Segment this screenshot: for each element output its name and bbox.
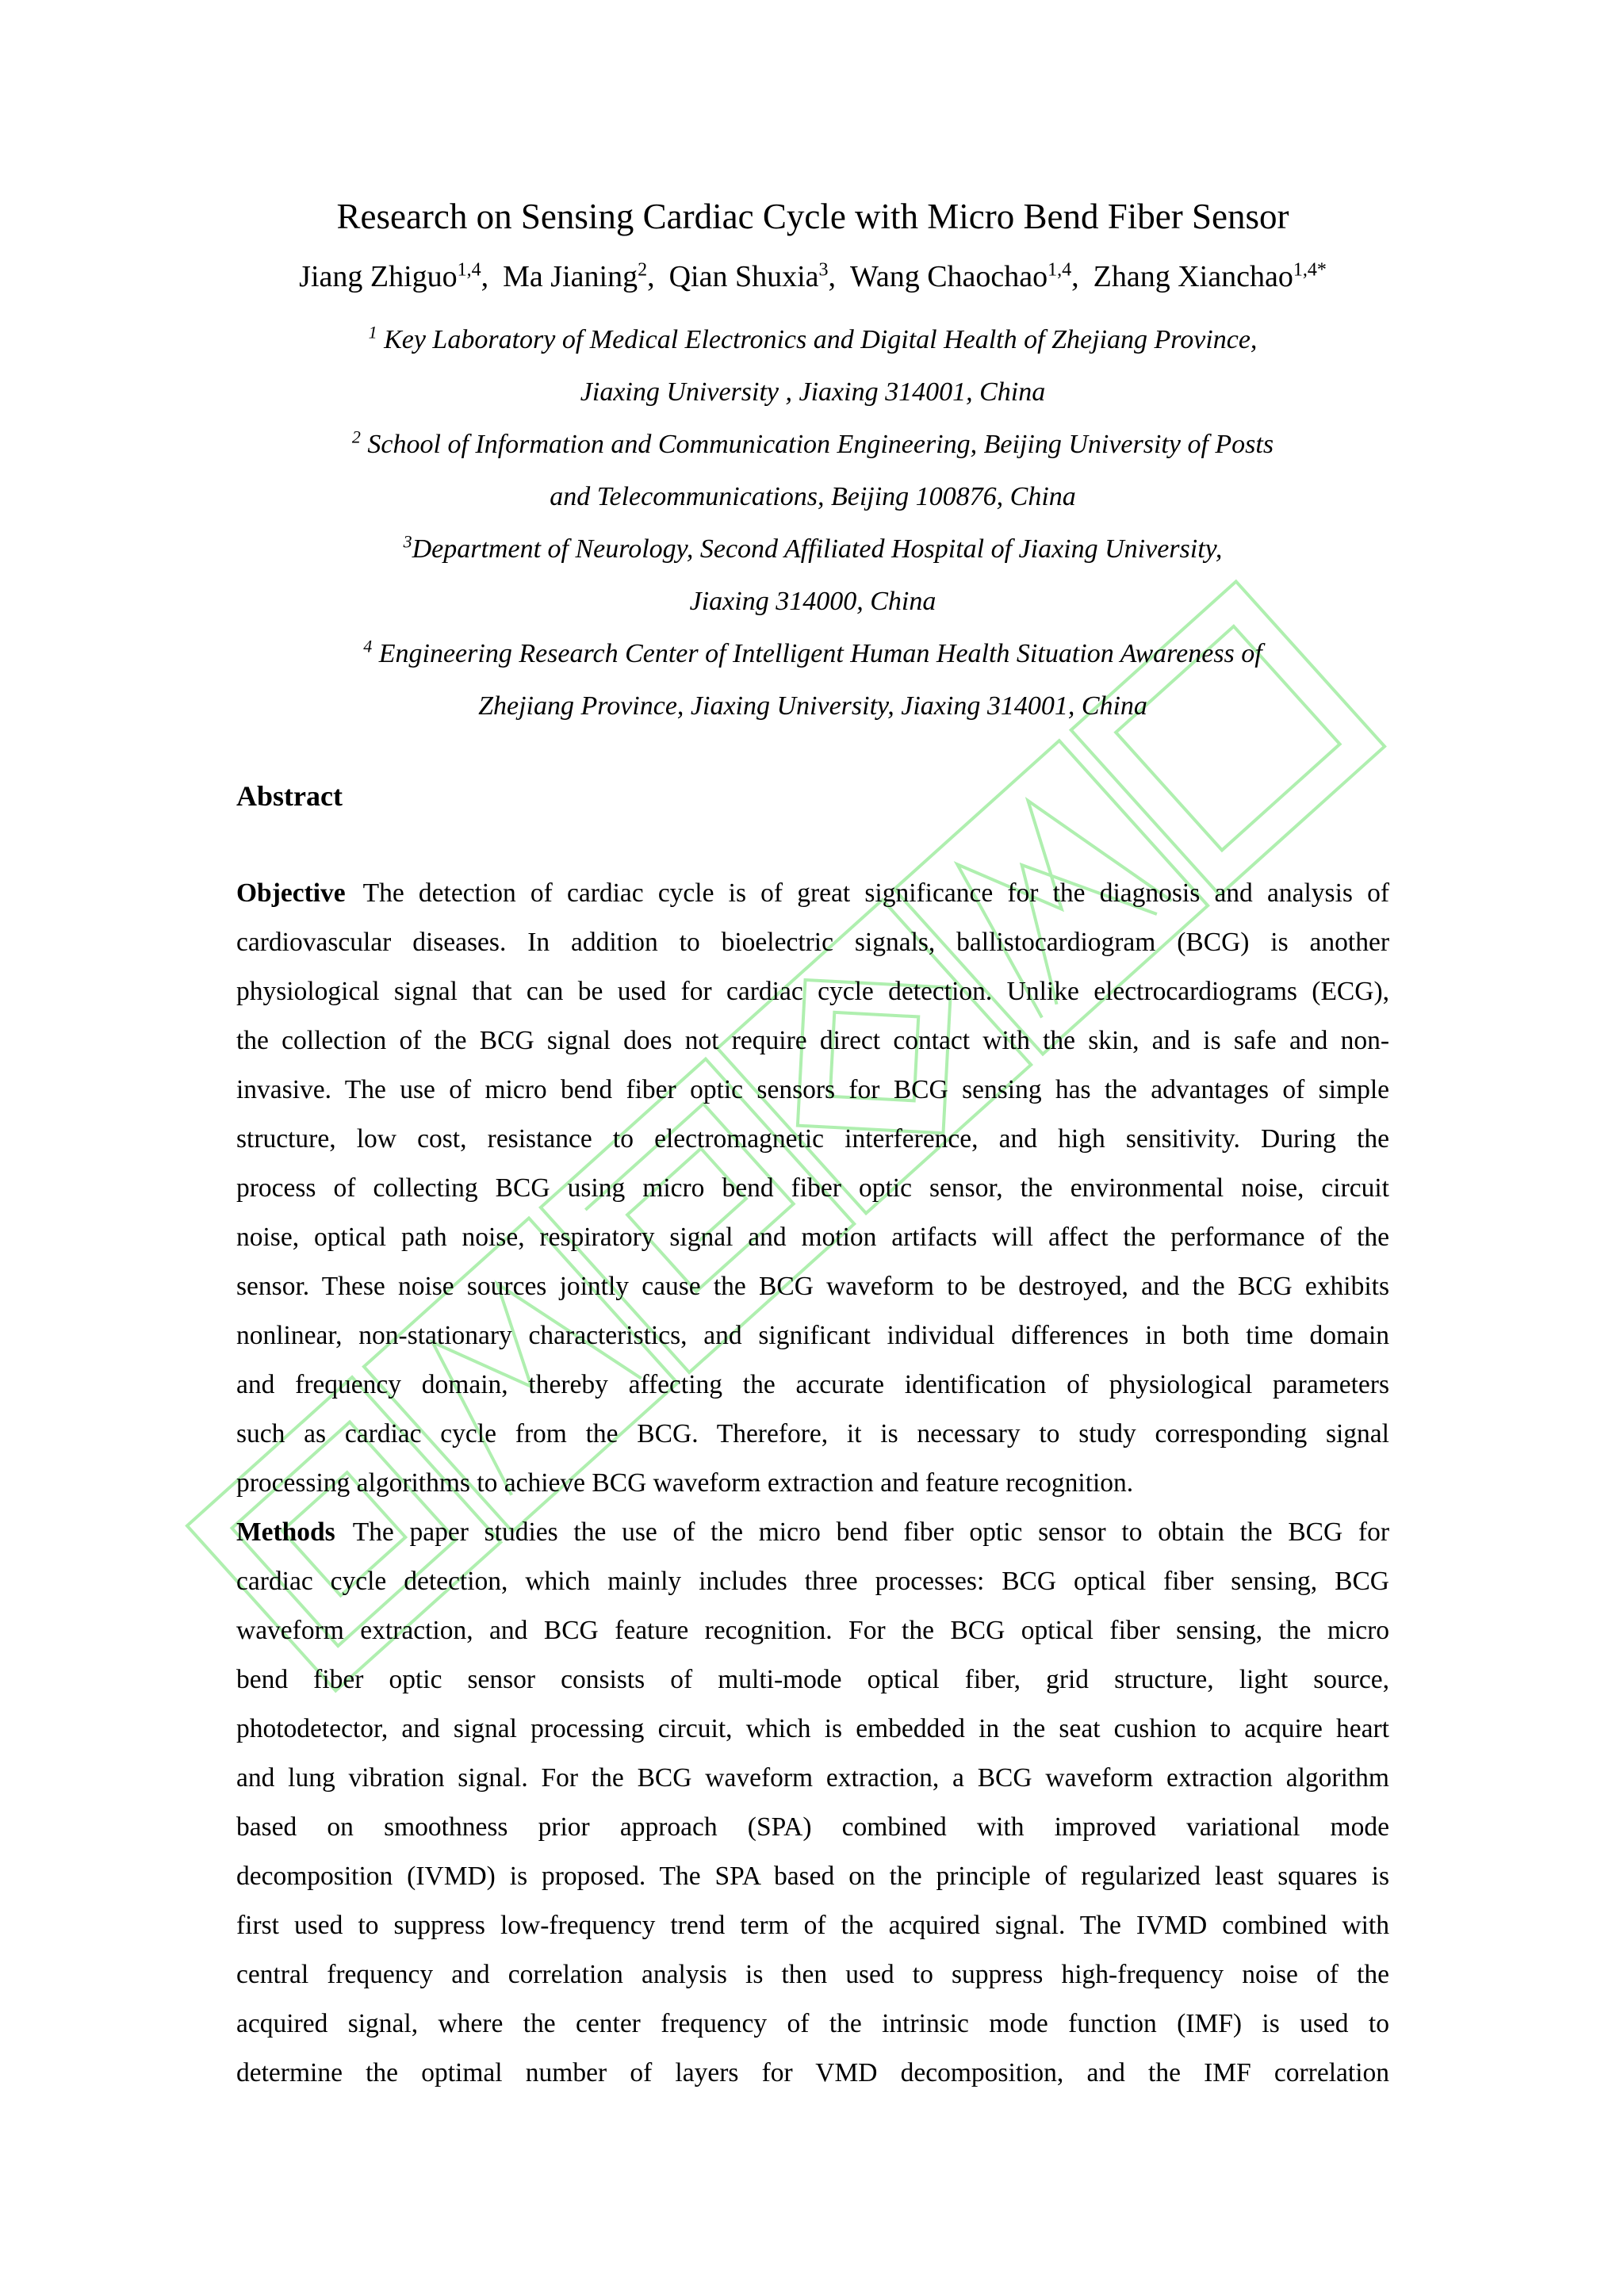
text-line: cardiac cycle detection, which mainly includes three processes: BCG optical fiber sensing, BCG — [236, 1567, 1389, 1596]
author-separator: , — [481, 260, 489, 293]
text-line: such as cardiac cycle from the BCG. Therefore, it is necessary to study corresponding signal — [236, 1419, 1389, 1448]
text-line: structure, low cost, resistance to electromagnetic interference, and high sensitivity. During the — [236, 1124, 1389, 1154]
text-line: based on smoothness prior approach (SPA) combined with improved variational mode — [236, 1812, 1389, 1842]
text-line: processing algorithms to achieve BCG waveform extraction and feature recognition. — [236, 1468, 1134, 1498]
affiliation-line — [236, 523, 1389, 576]
affiliation-line — [236, 680, 1389, 733]
text-line: sensor. These noise sources jointly cause the BCG waveform to be destroyed, and the BCG exhibits — [236, 1272, 1389, 1301]
text-line: process of collecting BCG using micro bend fiber optic sensor, the environmental noise, circuit — [236, 1173, 1389, 1203]
affiliation-number-superscript: 4 — [363, 636, 373, 656]
affiliation-line — [236, 366, 1389, 419]
paragraph-label: Objective — [236, 878, 346, 908]
affiliations — [236, 314, 1389, 733]
affiliation-text: Department of Neurology, Second Affiliated Hospital of Jiaxing University, — [412, 534, 1223, 564]
author-line — [236, 255, 1389, 298]
affiliation-text: Engineering Research Center of Intelligent Human Health Situation Awareness of — [372, 639, 1262, 668]
text-line: bend fiber optic sensor consists of multi-mode optical fiber, grid structure, light source, — [236, 1665, 1389, 1694]
text-line: invasive. The use of micro bend fiber optic sensors for BCG sensing has the advantages of simple — [236, 1075, 1389, 1104]
affiliation-text: School of Information and Communication Engineering, Beijing University of Posts — [360, 430, 1274, 459]
author-name: Wang Chaochao — [850, 260, 1048, 293]
affiliation-line — [236, 576, 1389, 628]
affiliation-text: Key Laboratory of Medical Electronics and Digital Health of Zhejiang Province, — [377, 325, 1258, 354]
affiliation-line — [236, 471, 1389, 523]
author-affiliation-superscript: 1,4 — [457, 259, 481, 281]
affiliation-line — [236, 628, 1389, 680]
author-name: Zhang Xianchao — [1093, 260, 1293, 293]
text-line: physiological signal that can be used for cardiac cycle detection. Unlike electrocardiograms (ECG), — [236, 977, 1389, 1006]
text-line: acquired signal, where the center frequency of the intrinsic mode function (IMF) is used to — [236, 2009, 1389, 2038]
affiliation-text: Jiaxing University , Jiaxing 314001, China — [580, 377, 1046, 407]
text-line: first used to suppress low-frequency trend term of the acquired signal. The IVMD combined with — [236, 1911, 1389, 1940]
author-separator: , — [1071, 260, 1079, 293]
author-separator: , — [647, 260, 655, 293]
affiliation-number-superscript: 2 — [351, 427, 361, 447]
text-line: noise, optical path noise, respiratory signal and motion artifacts will affect the performance of the — [236, 1223, 1389, 1252]
text-line: decomposition (IVMD) is proposed. The SPA based on the principle of regularized least squares is — [236, 1862, 1389, 1891]
author-name: Qian Shuxia — [668, 260, 819, 293]
text-line: Objective The detection of cardiac cycle is of great significance for the diagnosis and analysis of — [236, 878, 1389, 908]
text-line: determine the optimal number of layers for VMD decomposition, and the IMF correlation — [236, 2058, 1389, 2087]
affiliation-line — [236, 314, 1389, 366]
affiliation-number-superscript: 3 — [403, 531, 412, 552]
text-line: waveform extraction, and BCG feature recognition. For the BCG optical fiber sensing, the micro — [236, 1616, 1389, 1645]
author-affiliation-superscript: 2 — [638, 259, 648, 281]
author-affiliation-superscript: 1,4* — [1293, 259, 1327, 281]
author-separator: , — [828, 260, 837, 293]
author-affiliation-superscript: 1,4 — [1048, 259, 1072, 281]
affiliation-text: Zhejiang Province, Jiaxing University, Jiaxing 314001, China — [478, 691, 1147, 721]
abstract-body — [236, 869, 1389, 2098]
affiliation-text: Jiaxing 314000, China — [689, 587, 936, 616]
affiliation-line — [236, 419, 1389, 471]
text-line: central frequency and correlation analysis is then used to suppress high-frequency noise of the — [236, 1960, 1389, 1989]
text-line: cardiovascular diseases. In addition to bioelectric signals, ballistocardiogram (BCG) is another — [236, 928, 1389, 957]
text-line: photodetector, and signal processing circuit, which is embedded in the seat cushion to acquire heart — [236, 1714, 1389, 1743]
paragraph-label: Methods — [236, 1517, 335, 1547]
author-affiliation-superscript: 3 — [818, 259, 829, 281]
author-name: Ma Jianing — [503, 260, 638, 293]
text-line: Methods The paper studies the use of the micro bend fiber optic sensor to obtain the BCG for — [236, 1517, 1389, 1547]
text-line: and lung vibration signal. For the BCG waveform extraction, a BCG waveform extraction algorithm — [236, 1763, 1389, 1793]
affiliation-number-superscript: 1 — [368, 322, 377, 342]
text-line: nonlinear, non-stationary characteristics, and significant individual differences in both time domain — [236, 1321, 1389, 1350]
author-name: Jiang Zhiguo — [299, 260, 458, 293]
affiliation-text: and Telecommunications, Beijing 100876, China — [550, 482, 1076, 511]
text-line: the collection of the BCG signal does not require direct contact with the skin, and is safe and non- — [236, 1026, 1389, 1055]
abstract-heading: Abstract — [236, 780, 343, 812]
text-line: and frequency domain, thereby affecting the accurate identification of physiological parameters — [236, 1370, 1389, 1399]
paper-title: Research on Sensing Cardiac Cycle with Micro Bend Fiber Sensor — [336, 197, 1289, 236]
